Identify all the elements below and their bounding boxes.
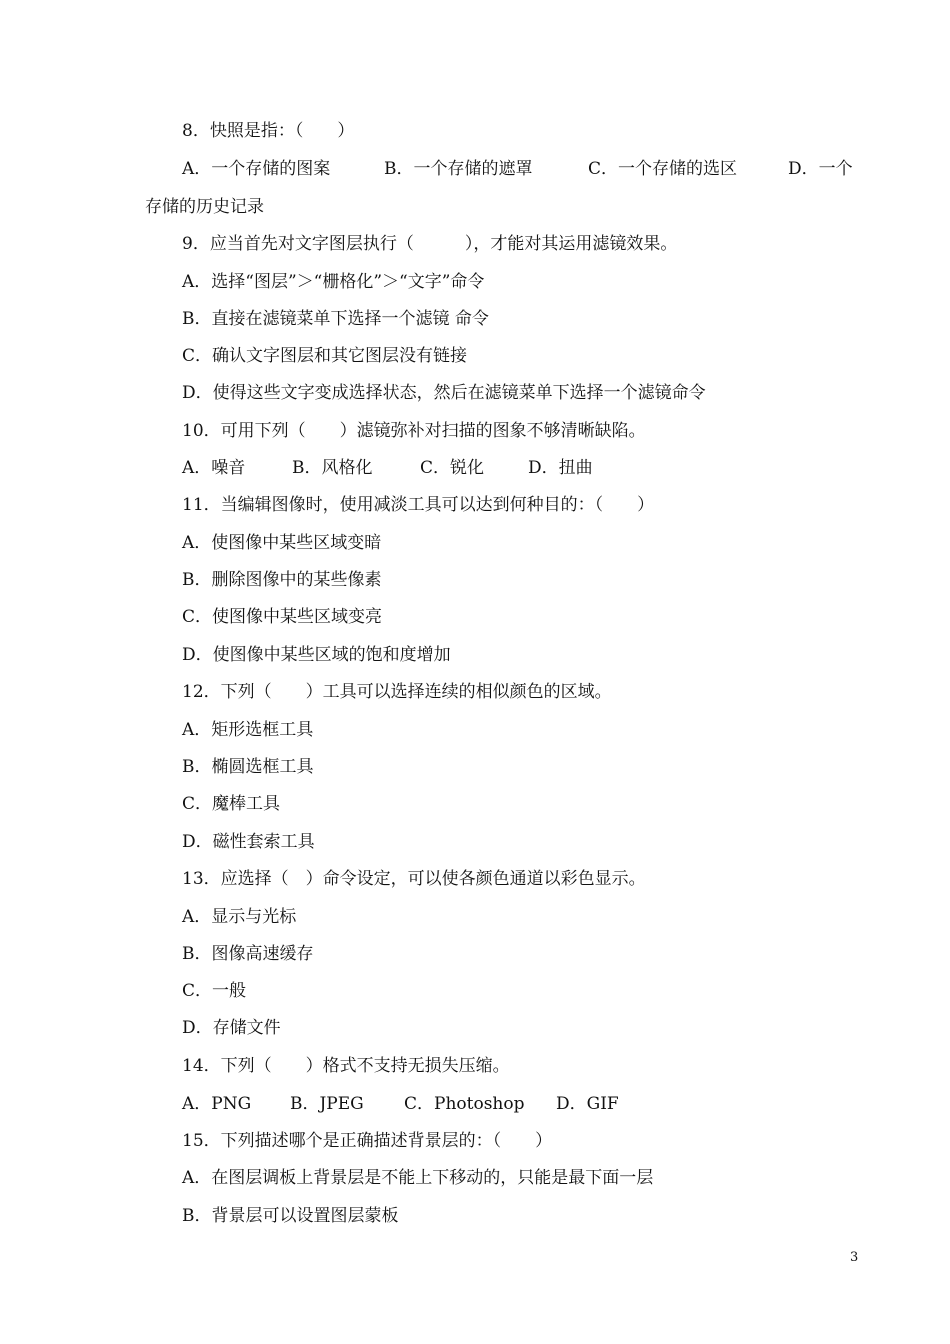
question-11-option-d: D．使图像中某些区域的饱和度增加: [182, 645, 451, 665]
question-13-option-a: A．显示与光标: [182, 907, 297, 927]
question-12-option-d: D．磁性套索工具: [182, 832, 315, 852]
question-10-option-a: A．噪音: [182, 458, 246, 478]
question-13-option-b: B．图像高速缓存: [182, 944, 314, 964]
page-number: 3: [850, 1250, 859, 1265]
question-8-options-row: [182, 157, 853, 181]
question-10-option-b: B．风格化: [292, 458, 373, 478]
question-11-option-b: B．删除图像中的某些像素: [182, 570, 382, 590]
question-14-option-c: C．Photoshop: [404, 1094, 525, 1114]
question-9-option-d: D．使得这些文字变成选择状态，然后在滤镜菜单下选择一个滤镜命令: [182, 383, 706, 403]
question-14-stem: 14．下列（ ）格式不支持无损失压缩。: [182, 1056, 510, 1076]
question-12-option-a: A．矩形选框工具: [182, 720, 314, 740]
question-12-stem: 12．下列（ ）工具可以选择连续的相似颜色的区域。: [182, 682, 612, 702]
question-8-option-a: A．一个存储的图案: [182, 159, 331, 179]
question-15-stem: 15．下列描述哪个是正确描述背景层的：（ ）: [182, 1131, 553, 1151]
question-14-options-row: [182, 1092, 619, 1116]
question-9-option-a: A．选择“图层”＞“栅格化”＞“文字”命令: [182, 272, 485, 292]
question-15-option-a: A．在图层调板上背景层是不能上下移动的，只能是最下面一层: [182, 1168, 654, 1188]
question-11-option-c: C．使图像中某些区域变亮: [182, 607, 383, 627]
question-13-option-d: D．存储文件: [182, 1018, 281, 1038]
question-11-stem: 11．当编辑图像时，使用减淡工具可以达到何种目的：（ ）: [182, 495, 655, 515]
question-14-option-a: A．PNG: [182, 1094, 252, 1114]
question-14-option-b: B．JPEG: [290, 1094, 364, 1114]
question-8-option-d: D．一个: [788, 159, 853, 179]
question-13-stem: 13．应选择（ ）命令设定，可以使各颜色通道以彩色显示。: [182, 869, 646, 889]
question-12-option-c: C．魔棒工具: [182, 794, 281, 814]
question-8-option-d-continuation: 存储的历史记录: [145, 197, 264, 217]
question-8-stem: 8．快照是指：（ ）: [182, 121, 355, 141]
question-10-options-row: [182, 456, 593, 480]
question-9-option-c: C．确认文字图层和其它图层没有链接: [182, 346, 468, 366]
question-13-option-c: C．一般: [182, 981, 247, 1001]
question-9-stem: 9．应当首先对文字图层执行（ ），才能对其运用滤镜效果。: [182, 234, 678, 254]
question-12-option-b: B．椭圆选框工具: [182, 757, 314, 777]
question-8-option-b: B．一个存储的遮罩: [384, 159, 533, 179]
question-9-option-b: B．直接在滤镜菜单下选择一个滤镜 命令: [182, 309, 489, 329]
question-14-option-d: D．GIF: [556, 1094, 619, 1114]
question-10-stem: 10．可用下列（ ）滤镜弥补对扫描的图象不够清晰缺陷。: [182, 421, 646, 441]
question-10-option-d: D．扭曲: [528, 458, 593, 478]
question-10-option-c: C．锐化: [420, 458, 485, 478]
question-11-option-a: A．使图像中某些区域变暗: [182, 533, 382, 553]
question-8-option-c: C．一个存储的选区: [588, 159, 738, 179]
question-15-option-b: B．背景层可以设置图层蒙板: [182, 1206, 399, 1226]
